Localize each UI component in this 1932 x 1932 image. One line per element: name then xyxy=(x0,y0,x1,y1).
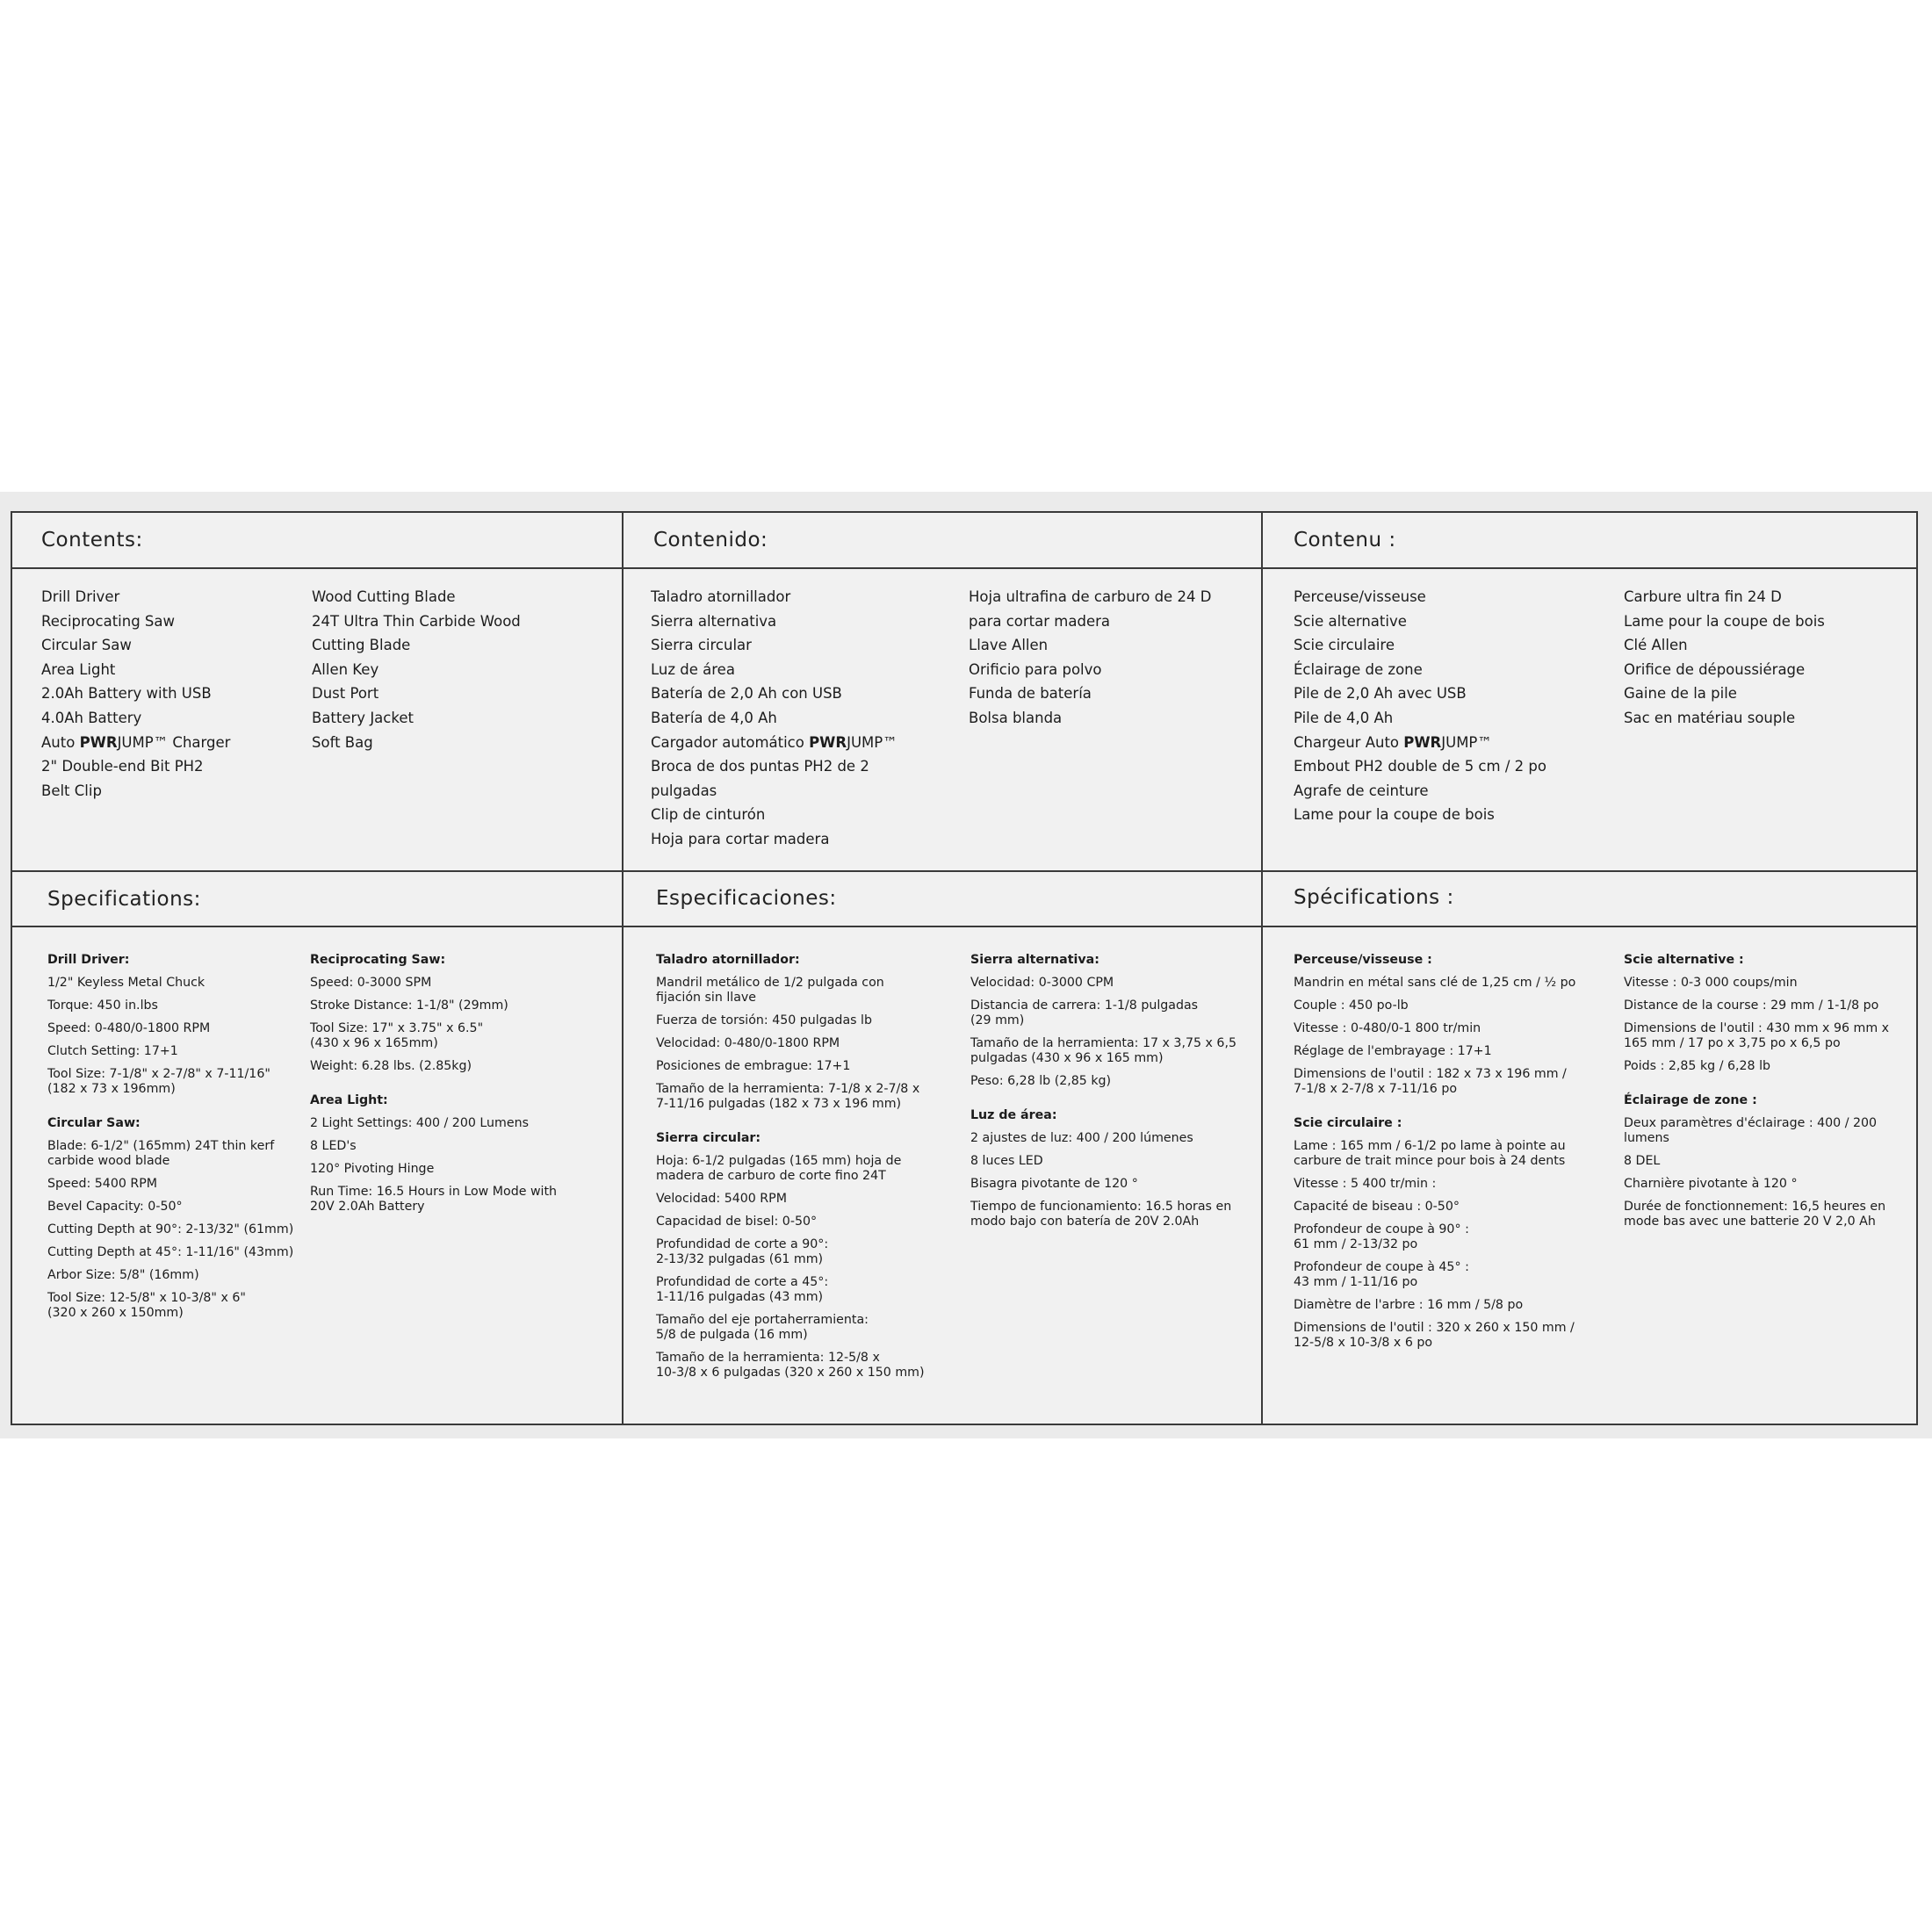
spec-item: Tool Size: 17" x 3.75" x 6.5" (430 x 96 x 165mm) xyxy=(310,1021,484,1050)
list-item: Belt Clip xyxy=(41,782,102,799)
spec-group xyxy=(1624,1093,1914,1229)
list-item: Area Light xyxy=(41,660,116,678)
list-item: 2" Double-end Bit PH2 xyxy=(41,758,204,775)
list-item: Éclairage de zone xyxy=(1294,660,1423,678)
spec-group-title: Perceuse/visseuse : xyxy=(1294,953,1432,967)
list-item: Orificio para polvo xyxy=(969,660,1102,678)
spec-item: Fuerza de torsión: 450 pulgadas lb xyxy=(656,1013,872,1027)
divider xyxy=(622,513,624,1424)
list-item: Clip de cinturón xyxy=(651,806,766,824)
spec-item: Peso: 6,28 lb (2,85 kg) xyxy=(970,1074,1112,1088)
spec-group xyxy=(310,953,609,1074)
list-item: Auto PWRJUMP™ Charger xyxy=(41,733,231,751)
specs-es-2 xyxy=(970,953,1260,1249)
spec-item: Cutting Depth at 90°: 2-13/32" (61mm) xyxy=(47,1222,294,1236)
spec-item: 2 Light Settings: 400 / 200 Lumens xyxy=(310,1116,529,1130)
specs-es-1 xyxy=(656,953,963,1400)
spec-item: Dimensions de l'outil : 430 mm x 96 mm x 165 mm / 17 po x 3,75 po x 6,5 po xyxy=(1624,1021,1890,1050)
spec-group-title: Scie circulaire : xyxy=(1294,1116,1402,1130)
spec-item: Velocidad: 0-3000 CPM xyxy=(970,976,1114,990)
spec-item: Tamaño de la herramienta: 17 x 3,75 x 6,5 pulgadas (430 x 96 x 165 mm) xyxy=(970,1036,1236,1065)
specs-en-2 xyxy=(310,953,609,1234)
list-item: Wood Cutting Blade xyxy=(312,588,456,605)
spec-group xyxy=(970,953,1260,1089)
list-item: Chargeur Auto PWRJUMP™ xyxy=(1294,733,1492,751)
spec-item: Stroke Distance: 1-1/8" (29mm) xyxy=(310,998,508,1013)
spec-item: Mandril metálico de 1/2 pulgada con fijación sin llave xyxy=(656,976,884,1005)
list-item: Cargador automático PWRJUMP™ xyxy=(651,733,898,751)
spec-group xyxy=(47,1116,311,1321)
list-item: Funda de batería xyxy=(969,685,1092,703)
spec-item: Vitesse : 0-3 000 coups/min xyxy=(1624,976,1798,990)
spec-item: Capacidad de bisel: 0-50° xyxy=(656,1215,818,1229)
specs-title-es: Especificaciones: xyxy=(656,887,837,910)
list-item: Llave Allen xyxy=(969,637,1049,654)
spec-item: Velocidad: 5400 RPM xyxy=(656,1192,787,1206)
list-item: Dust Port xyxy=(312,685,379,703)
spec-group xyxy=(1294,1116,1610,1351)
spec-item: Tiempo de funcionamiento: 16.5 horas en modo bajo con batería de 20V 2.0Ah xyxy=(970,1200,1232,1229)
spec-item: Poids : 2,85 kg / 6,28 lb xyxy=(1624,1059,1771,1073)
spec-item: Diamètre de l'arbre : 16 mm / 5/8 po xyxy=(1294,1298,1524,1312)
spec-item: Durée de fonctionnement: 16,5 heures en mode bas avec une batterie 20 V 2,0 Ah xyxy=(1624,1200,1886,1229)
spec-item: Profondeur de coupe à 90° : 61 mm / 2-13/32 po xyxy=(1294,1222,1469,1251)
spec-group-title: Éclairage de zone : xyxy=(1624,1093,1757,1107)
spec-group-title: Area Light: xyxy=(310,1093,388,1107)
list-item: Battery Jacket xyxy=(312,709,414,726)
list-item: Reciprocating Saw xyxy=(41,612,176,630)
spec-item: Mandrin en métal sans clé de 1,25 cm / ½ po xyxy=(1294,976,1576,990)
spec-item: Blade: 6-1/2" (165mm) 24T thin kerf carbide wood blade xyxy=(47,1139,275,1168)
list-item: Agrafe de ceinture xyxy=(1294,782,1429,799)
list-item: Soft Bag xyxy=(312,733,373,751)
list-item: Batería de 4,0 Ah xyxy=(651,709,777,726)
list-item: 4.0Ah Battery xyxy=(41,709,142,726)
spec-item: Distancia de carrera: 1-1/8 pulgadas (29 mm) xyxy=(970,998,1199,1027)
spec-group xyxy=(47,953,311,1097)
spec-group xyxy=(1294,953,1610,1097)
list-item: 24T Ultra Thin Carbide Wood Cutting Blade xyxy=(312,612,521,654)
divider xyxy=(1261,513,1263,1424)
spec-item: Profundidad de corte a 90°: 2-13/32 pulgadas (61 mm) xyxy=(656,1237,829,1266)
spec-group-title: Sierra circular: xyxy=(656,1131,761,1145)
spec-item: Tamaño de la herramienta: 7-1/8 x 2-7/8 x 7-11/16 pulgadas (182 x 73 x 196 mm) xyxy=(656,1082,920,1111)
spec-item: Tool Size: 7-1/8" x 2-7/8" x 7-11/16" (182 x 73 x 196mm) xyxy=(47,1067,270,1096)
spec-item: 1/2" Keyless Metal Chuck xyxy=(47,976,205,990)
spec-group xyxy=(310,1093,609,1215)
list-item: Clé Allen xyxy=(1624,637,1688,654)
spec-group xyxy=(656,953,963,1112)
spec-item: Vitesse : 5 400 tr/min : xyxy=(1294,1177,1437,1191)
list-item: Scie circulaire xyxy=(1294,637,1395,654)
list-item: Lame pour la coupe de bois xyxy=(1294,806,1495,824)
spec-item: Charnière pivotante à 120 ° xyxy=(1624,1177,1798,1191)
spec-group-title: Sierra alternativa: xyxy=(970,953,1099,967)
list-item: Broca de dos puntas PH2 de 2 pulgadas xyxy=(651,758,869,799)
specs-title-en: Specifications: xyxy=(47,888,201,911)
spec-item: Capacité de biseau : 0-50° xyxy=(1294,1200,1460,1214)
spec-item: Tamaño del eje portaherramienta: 5/8 de pulgada (16 mm) xyxy=(656,1313,869,1342)
spec-item: Torque: 450 in.lbs xyxy=(47,998,158,1013)
contents-list-es-1 xyxy=(651,585,949,852)
spec-item: Speed: 5400 RPM xyxy=(47,1177,158,1191)
list-item: Scie alternative xyxy=(1294,612,1407,630)
spec-item: Clutch Setting: 17+1 xyxy=(47,1044,178,1058)
list-item: Allen Key xyxy=(312,660,379,678)
spec-item: Run Time: 16.5 Hours in Low Mode with 20V 2.0Ah Battery xyxy=(310,1185,558,1214)
spec-group-title: Reciprocating Saw: xyxy=(310,953,446,967)
contents-title-es: Contenido: xyxy=(653,529,768,551)
list-item: Gaine de la pile xyxy=(1624,685,1737,703)
list-item: Luz de área xyxy=(651,660,735,678)
list-item: Sierra alternativa xyxy=(651,612,777,630)
spec-item: Lame : 165 mm / 6-1/2 po lame à pointe au carbure de trait mince pour bois à 24 dents xyxy=(1294,1139,1566,1168)
spec-item: Deux paramètres d'éclairage : 400 / 200 lumens xyxy=(1624,1116,1878,1145)
contents-list-fr-2 xyxy=(1624,585,1905,731)
spec-group xyxy=(1624,953,1914,1074)
list-item: Sac en matériau souple xyxy=(1624,709,1796,726)
list-item: Hoja para cortar madera xyxy=(651,830,830,847)
divider xyxy=(12,870,1916,872)
spec-group-title: Luz de área: xyxy=(970,1108,1057,1122)
list-item: Batería de 2,0 Ah con USB xyxy=(651,685,842,703)
spec-item: Vitesse : 0-480/0-1 800 tr/min xyxy=(1294,1021,1481,1035)
list-item: Circular Saw xyxy=(41,637,132,654)
spec-item: Bevel Capacity: 0-50° xyxy=(47,1200,183,1214)
spec-group xyxy=(656,1131,963,1381)
list-item: Taladro atornillador xyxy=(651,588,791,605)
spec-item: Arbor Size: 5/8" (16mm) xyxy=(47,1268,199,1282)
specs-fr-1 xyxy=(1294,953,1610,1370)
list-item: 2.0Ah Battery with USB xyxy=(41,685,212,703)
spec-item: Hoja: 6-1/2 pulgadas (165 mm) hoja de madera de carburo de corte fino 24T xyxy=(656,1154,902,1183)
list-item: Drill Driver xyxy=(41,588,120,605)
divider xyxy=(12,926,1916,927)
spec-item: Couple : 450 po-lb xyxy=(1294,998,1409,1013)
spec-item: Speed: 0-3000 SPM xyxy=(310,976,432,990)
contents-title-fr: Contenu : xyxy=(1294,529,1396,551)
divider xyxy=(12,567,1916,569)
contents-title-en: Contents: xyxy=(41,529,143,551)
contents-list-es-2 xyxy=(969,585,1250,731)
list-item: Sierra circular xyxy=(651,637,752,654)
specs-title-fr: Spécifications : xyxy=(1294,886,1454,909)
spec-item: Profondeur de coupe à 45° : 43 mm / 1-11/16 po xyxy=(1294,1260,1469,1289)
list-item: Lame pour la coupe de bois xyxy=(1624,612,1825,630)
specs-table xyxy=(11,511,1918,1425)
spec-item: Cutting Depth at 45°: 1-11/16" (43mm) xyxy=(47,1245,294,1259)
spec-item: Speed: 0-480/0-1800 RPM xyxy=(47,1021,211,1035)
spec-item: Dimensions de l'outil : 320 x 260 x 150 mm / 12-5/8 x 10-3/8 x 6 po xyxy=(1294,1321,1575,1350)
spec-item: Weight: 6.28 lbs. (2.85kg) xyxy=(310,1059,472,1073)
contents-list-en-2 xyxy=(312,585,610,754)
spec-item: Posiciones de embrague: 17+1 xyxy=(656,1059,851,1073)
list-item: Hoja ultrafina de carburo de 24 D para cortar madera xyxy=(969,588,1212,630)
spec-item: Tamaño de la herramienta: 12-5/8 x 10-3/8 x 6 pulgadas (320 x 260 x 150 mm) xyxy=(656,1351,925,1380)
spec-group-title: Taladro atornillador: xyxy=(656,953,800,967)
spec-group-title: Drill Driver: xyxy=(47,953,130,967)
spec-item: Dimensions de l'outil : 182 x 73 x 196 mm / 7-1/8 x 2-7/8 x 7-11/16 po xyxy=(1294,1067,1567,1096)
list-item: Perceuse/visseuse xyxy=(1294,588,1426,605)
spec-item: Réglage de l'embrayage : 17+1 xyxy=(1294,1044,1492,1058)
list-item: Pile de 2,0 Ah avec USB xyxy=(1294,685,1467,703)
spec-item: 8 LED's xyxy=(310,1139,357,1153)
contents-list-fr-1 xyxy=(1294,585,1592,827)
spec-item: 120° Pivoting Hinge xyxy=(310,1162,435,1176)
specs-fr-2 xyxy=(1624,953,1914,1249)
spec-item: Tool Size: 12-5/8" x 10-3/8" x 6" (320 x 260 x 150mm) xyxy=(47,1291,246,1320)
contents-list-en-1 xyxy=(41,585,296,803)
list-item: Bolsa blanda xyxy=(969,709,1063,726)
spec-item: 2 ajustes de luz: 400 / 200 lúmenes xyxy=(970,1131,1193,1145)
spec-group-title: Scie alternative : xyxy=(1624,953,1744,967)
spec-item: Distance de la course : 29 mm / 1-1/8 po xyxy=(1624,998,1879,1013)
spec-item: Velocidad: 0-480/0-1800 RPM xyxy=(656,1036,840,1050)
spec-item: Profundidad de corte a 45°: 1-11/16 pulgadas (43 mm) xyxy=(656,1275,829,1304)
spec-group-title: Circular Saw: xyxy=(47,1116,141,1130)
list-item: Embout PH2 double de 5 cm / 2 po xyxy=(1294,758,1546,775)
spec-item: 8 luces LED xyxy=(970,1154,1043,1168)
list-item: Carbure ultra fin 24 D xyxy=(1624,588,1782,605)
list-item: Pile de 4,0 Ah xyxy=(1294,709,1394,726)
list-item: Orifice de dépoussiérage xyxy=(1624,660,1806,678)
spec-group xyxy=(970,1108,1260,1229)
spec-item: Bisagra pivotante de 120 ° xyxy=(970,1177,1138,1191)
specs-en-1 xyxy=(47,953,311,1340)
spec-item: 8 DEL xyxy=(1624,1154,1661,1168)
